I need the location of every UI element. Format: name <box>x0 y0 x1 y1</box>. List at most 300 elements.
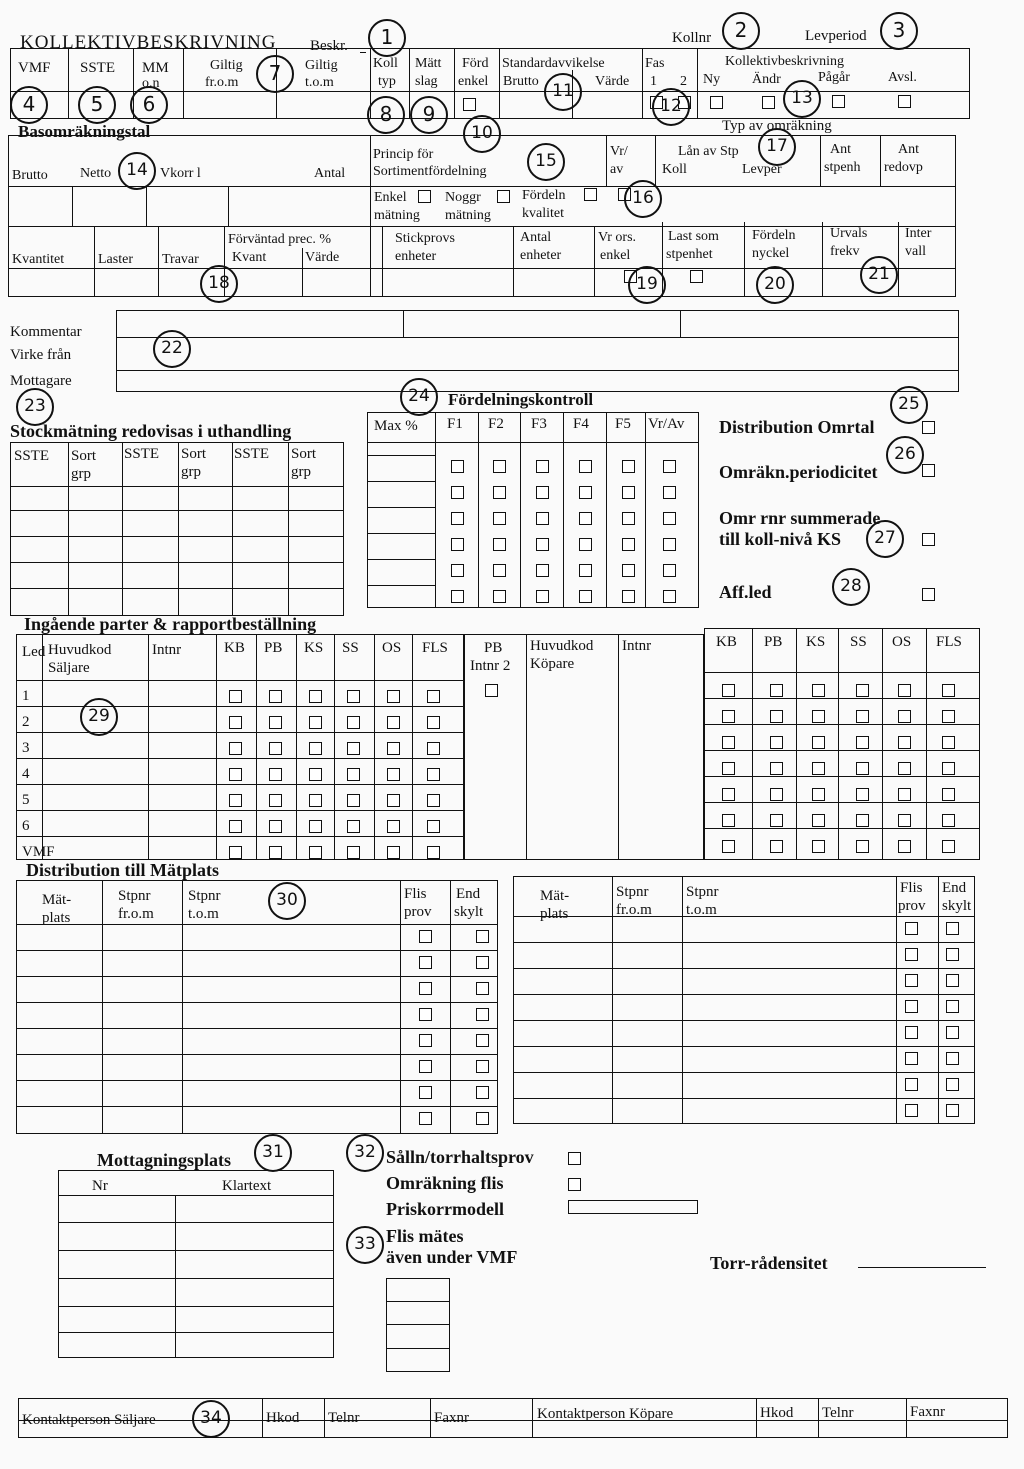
parter-col-line <box>334 634 335 860</box>
ant-redovp-2: redovp <box>884 160 923 175</box>
parter-left-checkbox-r6-c1[interactable] <box>229 820 242 833</box>
last-som-1: Last som <box>668 229 719 244</box>
ford-checkbox-r1-c2[interactable] <box>493 460 506 473</box>
ford-checkbox-r3-c1[interactable] <box>451 512 464 525</box>
dist-stpnr-from-2: fr.o.m <box>118 906 154 922</box>
parter-right-checkbox-r5-c5[interactable] <box>898 788 911 801</box>
marker-28: 28 <box>832 568 870 606</box>
parter-right-checkbox-r1-c6[interactable] <box>942 684 955 697</box>
contact-sal: Kontaktperson Säljare <box>22 1412 156 1428</box>
dist-omrtal-label: Distribution Omrtal <box>719 417 875 437</box>
ford-checkbox-r3-c5[interactable] <box>622 512 635 525</box>
parter-left-checkbox-r7-c4[interactable] <box>347 846 360 859</box>
parter-right-checkbox-r1-c2[interactable] <box>770 684 783 697</box>
sste-header: SSTE <box>80 60 116 76</box>
parter-row-label: 6 <box>22 818 30 834</box>
kollnr-label: Kollnr <box>672 30 712 46</box>
parter-left-checkbox-r5-c6[interactable] <box>427 794 440 807</box>
dist-left-end-checkbox-5[interactable] <box>476 1034 489 1047</box>
ford-checkbox-r1-c3[interactable] <box>536 460 549 473</box>
stock-heading: Stockmätning redovisas i uthandling <box>10 421 292 441</box>
ford-row-line <box>367 481 435 482</box>
parter-kopare-2: Köpare <box>530 656 575 672</box>
dist-left-flis-checkbox-6[interactable] <box>419 1060 432 1073</box>
parter-right-checkbox-r5-c6[interactable] <box>942 788 955 801</box>
marker-22: 22 <box>153 330 191 368</box>
marker-16: 16 <box>624 180 662 218</box>
ford-row-line <box>367 533 435 534</box>
ford-checkbox-r3-c2[interactable] <box>493 512 506 525</box>
parter-left-checkbox-r3-c2[interactable] <box>269 742 282 755</box>
ford-checkbox-r2-c3[interactable] <box>536 486 549 499</box>
stock-row-line <box>10 562 344 563</box>
ford-checkbox-r4-c2[interactable] <box>493 538 506 551</box>
salln-checkbox[interactable] <box>568 1152 581 1165</box>
parter-row-label: 3 <box>22 740 30 756</box>
dist-left-end-checkbox-3[interactable] <box>476 982 489 995</box>
mott-row-line <box>58 1306 334 1307</box>
dist-row-line <box>513 994 975 995</box>
ford-checkbox-r4-c4[interactable] <box>579 538 592 551</box>
dist-row-line <box>16 1106 498 1107</box>
parter-left-checkbox-r5-c2[interactable] <box>269 794 282 807</box>
parter-right-checkbox-r6-c4[interactable] <box>856 814 869 827</box>
typ-omr-label: Typ av omräkning <box>722 118 832 134</box>
marker-25: 25 <box>890 386 928 424</box>
pagar-header: Pågår <box>818 70 850 85</box>
parter-flag-right-pb: PB <box>764 634 783 650</box>
mottagare-label: Mottagare <box>10 373 72 389</box>
ford-checkbox-r6-c3[interactable] <box>536 590 549 603</box>
marker-9: 9 <box>410 96 448 134</box>
pagar-checkbox[interactable] <box>832 95 845 108</box>
parter-right-checkbox-r2-c6[interactable] <box>942 710 955 723</box>
parter-left-checkbox-r6-c6[interactable] <box>427 820 440 833</box>
matt-slag-2: slag <box>415 74 438 89</box>
dist-row-line <box>16 1002 498 1003</box>
levperiod-label: Levperiod <box>805 28 867 44</box>
ford-col-max: Max % <box>374 418 418 434</box>
dist-stpnr-from-r2: fr.o.m <box>616 902 652 918</box>
parter-right-checkbox-r6-c1[interactable] <box>722 814 735 827</box>
parter-row-line <box>16 680 464 681</box>
vr-av-2: av <box>610 162 624 177</box>
parter-left-checkbox-r5-c1[interactable] <box>229 794 242 807</box>
parter-left-checkbox-r1-c6[interactable] <box>427 690 440 703</box>
parter-right-checkbox-r2-c1[interactable] <box>722 710 735 723</box>
dist-right-flis-checkbox-8[interactable] <box>905 1104 918 1117</box>
parter-right-checkbox-r1-c1[interactable] <box>722 684 735 697</box>
dist-row-line <box>513 1046 975 1047</box>
parter-left-checkbox-r4-c1[interactable] <box>229 768 242 781</box>
ford-checkbox-r6-c5[interactable] <box>622 590 635 603</box>
parter-right-checkbox-r1-c5[interactable] <box>898 684 911 697</box>
parter-flag-left-ss: SS <box>342 640 359 656</box>
dist-matplats-r1: Mät- <box>540 888 570 904</box>
ford-checkbox-r6-c4[interactable] <box>579 590 592 603</box>
parter-right-checkbox-r2-c2[interactable] <box>770 710 783 723</box>
ford-checkbox-r4-c3[interactable] <box>536 538 549 551</box>
ford-checkbox-r4-c6[interactable] <box>663 538 676 551</box>
marker-12: 12 <box>652 88 690 126</box>
parter-left-checkbox-r1-c1[interactable] <box>229 690 242 703</box>
parter-left-checkbox-r5-c4[interactable] <box>347 794 360 807</box>
parter-left-checkbox-r2-c6[interactable] <box>427 716 440 729</box>
parter-right-checkbox-r5-c3[interactable] <box>812 788 825 801</box>
std-avv-header: Standardavvikelse <box>502 56 605 71</box>
parter-right-checkbox-r3-c5[interactable] <box>898 736 911 749</box>
parter-right-checkbox-r4-c5[interactable] <box>898 762 911 775</box>
vr-av-1: Vr/ <box>610 144 628 159</box>
dist-row-line <box>16 924 498 925</box>
dist-left-end-checkbox-4[interactable] <box>476 1008 489 1021</box>
parter-row-line <box>704 750 980 751</box>
parter-right-checkbox-r5-c2[interactable] <box>770 788 783 801</box>
dist-col-line <box>612 876 613 1124</box>
dist-col-line <box>682 876 683 1124</box>
dist-right-end-checkbox-1[interactable] <box>946 922 959 935</box>
dist-right-end-checkbox-2[interactable] <box>946 948 959 961</box>
parter-right-checkbox-r7-c4[interactable] <box>856 840 869 853</box>
vr-ors-2: enkel <box>600 248 631 263</box>
parter-right-checkbox-r6-c3[interactable] <box>812 814 825 827</box>
dist-right-flis-checkbox-2[interactable] <box>905 948 918 961</box>
aff-led-label: Aff.led <box>719 582 772 602</box>
parter-left-checkbox-r3-c3[interactable] <box>309 742 322 755</box>
parter-right-checkbox-r7-c2[interactable] <box>770 840 783 853</box>
parter-right-checkbox-r6-c5[interactable] <box>898 814 911 827</box>
ford-checkbox-r1-c5[interactable] <box>622 460 635 473</box>
marker-30: 30 <box>268 882 306 920</box>
fas-2: 2 <box>680 74 687 89</box>
marker-23: 23 <box>16 388 54 426</box>
stock-row-line <box>10 510 344 511</box>
ford-checkbox-r5-c4[interactable] <box>579 564 592 577</box>
bas-antal: Antal <box>314 166 346 181</box>
parter-left-checkbox-r1-c5[interactable] <box>387 690 400 703</box>
parter-left-checkbox-r6-c4[interactable] <box>347 820 360 833</box>
parter-right-checkbox-r5-c4[interactable] <box>856 788 869 801</box>
fas-1: 1 <box>650 74 657 89</box>
parter-right-checkbox-r1-c3[interactable] <box>812 684 825 697</box>
parter-right-checkbox-r3-c4[interactable] <box>856 736 869 749</box>
enkel-checkbox[interactable] <box>418 190 431 203</box>
parter-col-line <box>882 628 883 860</box>
ford-checkbox-r2-c4[interactable] <box>579 486 592 499</box>
parter-right-checkbox-r4-c2[interactable] <box>770 762 783 775</box>
dist-left-end-checkbox-6[interactable] <box>476 1060 489 1073</box>
parter-left-checkbox-r2-c5[interactable] <box>387 716 400 729</box>
mott-row-line <box>58 1250 334 1251</box>
urvals-1: Urvals <box>830 226 868 241</box>
dist-right-flis-checkbox-6[interactable] <box>905 1052 918 1065</box>
parter-left-checkbox-r7-c6[interactable] <box>427 846 440 859</box>
marker-18: 18 <box>200 265 238 303</box>
parter-right-checkbox-r7-c3[interactable] <box>812 840 825 853</box>
dist-row-line <box>16 950 498 951</box>
salln-label: Sålln/torrhaltsprov <box>386 1147 534 1167</box>
form-title: KOLLEKTIVBESKRIVNING <box>20 32 277 53</box>
dist-right-flis-checkbox-7[interactable] <box>905 1078 918 1091</box>
contact-telnr-1: Telnr <box>328 1410 360 1426</box>
stock-col-2a: Sort <box>71 448 97 464</box>
dist-right-end-checkbox-7[interactable] <box>946 1078 959 1091</box>
fordeln-kval-checkbox[interactable] <box>584 188 597 201</box>
parter-left-checkbox-r6-c3[interactable] <box>309 820 322 833</box>
ford-checkbox-r3-c3[interactable] <box>536 512 549 525</box>
parter-left-checkbox-r1-c2[interactable] <box>269 690 282 703</box>
ford-checkbox-r3-c4[interactable] <box>579 512 592 525</box>
parter-right-checkbox-r4-c4[interactable] <box>856 762 869 775</box>
dist-right-end-checkbox-4[interactable] <box>946 1000 959 1013</box>
ford-checkbox-r6-c2[interactable] <box>493 590 506 603</box>
parter-row-line <box>704 672 980 673</box>
stock-col-4b: grp <box>181 464 201 480</box>
lan-koll: Koll <box>662 162 687 177</box>
ford-checkbox-r1-c6[interactable] <box>663 460 676 473</box>
ford-enkel-checkbox[interactable] <box>463 98 476 111</box>
virke-label: Virke från <box>10 347 72 363</box>
parter-left-checkbox-r7-c3[interactable] <box>309 846 322 859</box>
vmf-header: VMF <box>18 60 51 76</box>
parter-left-checkbox-r7-c5[interactable] <box>387 846 400 859</box>
dist-stpnr-tom-r2: t.o.m <box>686 902 717 918</box>
ford-checkbox-r6-c1[interactable] <box>451 590 464 603</box>
mott-klartext-header: Klartext <box>222 1178 272 1194</box>
parter-left-checkbox-r6-c5[interactable] <box>387 820 400 833</box>
dist-left-flis-checkbox-8[interactable] <box>419 1112 432 1125</box>
parter-left-checkbox-r2-c1[interactable] <box>229 716 242 729</box>
parter-left-checkbox-r3-c4[interactable] <box>347 742 360 755</box>
parter-left-checkbox-r2-c3[interactable] <box>309 716 322 729</box>
ford-checkbox-r2-c6[interactable] <box>663 486 676 499</box>
parter-flag-left-ks: KS <box>304 640 324 656</box>
parter-right-checkbox-r4-c6[interactable] <box>942 762 955 775</box>
parter-right-checkbox-r2-c3[interactable] <box>812 710 825 723</box>
parter-left-checkbox-r5-c3[interactable] <box>309 794 322 807</box>
parter-left-checkbox-r1-c3[interactable] <box>309 690 322 703</box>
ford-checkbox-r5-c6[interactable] <box>663 564 676 577</box>
parter-col-line <box>148 634 149 860</box>
dist-left-flis-checkbox-3[interactable] <box>419 982 432 995</box>
omr-flis-checkbox[interactable] <box>568 1178 581 1191</box>
ford-col-f5: F5 <box>615 416 631 432</box>
ford-checkbox-r6-c6[interactable] <box>663 590 676 603</box>
parter-col-line <box>374 634 375 860</box>
parter-pb-intnr2-2: Intnr 2 <box>470 658 511 674</box>
parter-left-checkbox-r3-c1[interactable] <box>229 742 242 755</box>
dist-omrtal-checkbox[interactable] <box>922 421 935 434</box>
parter-right-checkbox-r7-c6[interactable] <box>942 840 955 853</box>
parter-left-checkbox-r2-c4[interactable] <box>347 716 360 729</box>
ford-checkbox-r5-c3[interactable] <box>536 564 549 577</box>
lan-levper: Levper <box>742 162 782 177</box>
mott-row-line <box>58 1222 334 1223</box>
avsl-checkbox[interactable] <box>898 95 911 108</box>
marker-34: 34 <box>192 1400 230 1438</box>
ford-checkbox-r1-c4[interactable] <box>579 460 592 473</box>
marker-24: 24 <box>400 378 438 416</box>
dist-right-end-checkbox-3[interactable] <box>946 974 959 987</box>
contact-kop: Kontaktperson Köpare <box>537 1406 674 1422</box>
noggr-checkbox[interactable] <box>497 190 510 203</box>
parter-left-checkbox-r3-c5[interactable] <box>387 742 400 755</box>
parter-row-line <box>704 776 980 777</box>
omr-period-checkbox[interactable] <box>922 464 935 477</box>
prisk-input[interactable] <box>568 1200 698 1214</box>
parter-right-checkbox-r4-c3[interactable] <box>812 762 825 775</box>
parter-right-checkbox-r6-c2[interactable] <box>770 814 783 827</box>
marker-15: 15 <box>527 143 565 181</box>
dist-right-flis-checkbox-3[interactable] <box>905 974 918 987</box>
parter-left-checkbox-r4-c2[interactable] <box>269 768 282 781</box>
dist-row-line <box>16 1028 498 1029</box>
intervall-2: vall <box>905 244 926 259</box>
dist-col-line <box>896 876 897 1124</box>
fordeln-kval-2: kvalitet <box>522 206 564 221</box>
contact-table <box>18 1398 1008 1438</box>
ford-row-line <box>367 585 435 586</box>
dist-col-line <box>182 880 183 1134</box>
parter-col-line <box>256 634 257 860</box>
parter-right-checkbox-r6-c6[interactable] <box>942 814 955 827</box>
giltig-from-1: Giltig <box>210 58 243 73</box>
parter-right-checkbox-r7-c1[interactable] <box>722 840 735 853</box>
parter-row-label: 4 <box>22 766 30 782</box>
ford-checkbox-r3-c6[interactable] <box>663 512 676 525</box>
parter-left-checkbox-r7-c1[interactable] <box>229 846 242 859</box>
last-som-checkbox[interactable] <box>690 270 703 283</box>
noggr-1: Noggr <box>445 190 481 205</box>
stock-col-2b: grp <box>71 466 91 482</box>
parter-left-checkbox-r6-c2[interactable] <box>269 820 282 833</box>
dist-left-end-checkbox-7[interactable] <box>476 1086 489 1099</box>
ford-checkbox-r4-c1[interactable] <box>451 538 464 551</box>
marker-26: 26 <box>886 436 924 474</box>
parter-right-checkbox-r3-c2[interactable] <box>770 736 783 749</box>
parter-left-checkbox-r4-c4[interactable] <box>347 768 360 781</box>
parter-right-checkbox-r3-c6[interactable] <box>942 736 955 749</box>
parter-flag-right-ks: KS <box>806 634 826 650</box>
ny-checkbox[interactable] <box>710 96 723 109</box>
dist-left-flis-checkbox-5[interactable] <box>419 1034 432 1047</box>
marker-13: 13 <box>783 80 821 118</box>
dist-right-end-checkbox-8[interactable] <box>946 1104 959 1117</box>
ant-redovp-1: Ant <box>898 142 919 157</box>
flis-mates-input[interactable] <box>386 1278 450 1372</box>
parter-flag-left-os: OS <box>382 640 402 656</box>
ford-checkbox-r4-c5[interactable] <box>622 538 635 551</box>
dist-left-flis-checkbox-2[interactable] <box>419 956 432 969</box>
parter-right-checkbox-r4-c1[interactable] <box>722 762 735 775</box>
dist-row-line <box>16 976 498 977</box>
dist-right-flis-checkbox-4[interactable] <box>905 1000 918 1013</box>
dist-left-flis-checkbox-4[interactable] <box>419 1008 432 1021</box>
dist-left-end-checkbox-2[interactable] <box>476 956 489 969</box>
parter-left-checkbox-r4-c6[interactable] <box>427 768 440 781</box>
parter-left-checkbox-r4-c3[interactable] <box>309 768 322 781</box>
dist-stpnr-from-1: Stpnr <box>118 888 151 904</box>
parter-left-checkbox-r1-c4[interactable] <box>347 690 360 703</box>
laster-label: Laster <box>98 252 133 267</box>
kommentar-box[interactable] <box>116 310 959 392</box>
parter-left-checkbox-r2-c2[interactable] <box>269 716 282 729</box>
giltig-tom-2: t.o.m <box>305 75 334 90</box>
dist-right-flis-checkbox-1[interactable] <box>905 922 918 935</box>
omr-rnr-1: Omr rnr summerade <box>719 508 881 528</box>
brutto-header: Brutto <box>503 74 539 89</box>
dist-right-flis-checkbox-5[interactable] <box>905 1026 918 1039</box>
enkel-2: mätning <box>374 208 420 223</box>
ford-row-line <box>367 559 435 560</box>
dist-left-flis-checkbox-1[interactable] <box>419 930 432 943</box>
parter-left-checkbox-r4-c5[interactable] <box>387 768 400 781</box>
koll-typ-2: typ <box>378 74 396 89</box>
parter-flag-right-ss: SS <box>850 634 867 650</box>
ford-col-f3: F3 <box>531 416 547 432</box>
dist-left-end-checkbox-1[interactable] <box>476 930 489 943</box>
dist-left-flis-checkbox-7[interactable] <box>419 1086 432 1099</box>
fordeln-kval-1: Fördeln <box>522 188 566 203</box>
parter-right-checkbox-r3-c3[interactable] <box>812 736 825 749</box>
parter-left-checkbox-r7-c2[interactable] <box>269 846 282 859</box>
kvantitet-label: Kvantitet <box>12 252 65 267</box>
dist-left-end-checkbox-8[interactable] <box>476 1112 489 1125</box>
dist-right-end-checkbox-6[interactable] <box>946 1052 959 1065</box>
mott-table <box>58 1170 334 1358</box>
parter-right-checkbox-r1-c4[interactable] <box>856 684 869 697</box>
mott-nr-header: Nr <box>92 1178 108 1194</box>
dist-heading: Distribution till Mätplats <box>26 860 220 880</box>
ford-checkbox-r5-c5[interactable] <box>622 564 635 577</box>
parter-flag-left-fls: FLS <box>422 640 448 656</box>
ford-checkbox-r5-c2[interactable] <box>493 564 506 577</box>
parter-row-line <box>704 698 980 699</box>
torr-label: Torr-rådensitet <box>710 1253 828 1273</box>
dist-right-end-checkbox-5[interactable] <box>946 1026 959 1039</box>
stickprov-2: enheter <box>395 249 437 264</box>
ford-checkbox-r2-c1[interactable] <box>451 486 464 499</box>
parter-row-line <box>704 828 980 829</box>
stock-col-3: SSTE <box>124 446 160 462</box>
ford-checkbox-r1-c1[interactable] <box>451 460 464 473</box>
dist-row-line <box>513 1020 975 1021</box>
parter-right-checkbox-r2-c4[interactable] <box>856 710 869 723</box>
torr-input[interactable] <box>858 1267 986 1268</box>
beskr-label: Beskr. <box>310 38 348 54</box>
omr-rnr-checkbox[interactable] <box>922 533 935 546</box>
aff-led-checkbox[interactable] <box>922 588 935 601</box>
parter-pb-intnr2-1: PB <box>484 640 503 656</box>
flis-mates-1: Flis mätes <box>386 1226 464 1246</box>
parter-right-checkbox-r5-c1[interactable] <box>722 788 735 801</box>
parter-kopare-1: Huvudkod <box>530 638 594 654</box>
andr-checkbox[interactable] <box>762 96 775 109</box>
parter-pb-intnr2-checkbox[interactable] <box>485 684 498 697</box>
ant-stpenh-2: stpenh <box>824 160 861 175</box>
parter-right-checkbox-r3-c1[interactable] <box>722 736 735 749</box>
ford-checkbox-r5-c1[interactable] <box>451 564 464 577</box>
ford-enkel-2: enkel <box>458 74 489 89</box>
vr-ors-1: Vr ors. <box>598 230 637 245</box>
ford-checkbox-r2-c5[interactable] <box>622 486 635 499</box>
parter-right-checkbox-r2-c5[interactable] <box>898 710 911 723</box>
parter-left-checkbox-r3-c6[interactable] <box>427 742 440 755</box>
ford-checkbox-r2-c2[interactable] <box>493 486 506 499</box>
parter-right-checkbox-r7-c5[interactable] <box>898 840 911 853</box>
parter-left-checkbox-r5-c5[interactable] <box>387 794 400 807</box>
marker-8: 8 <box>367 96 405 134</box>
